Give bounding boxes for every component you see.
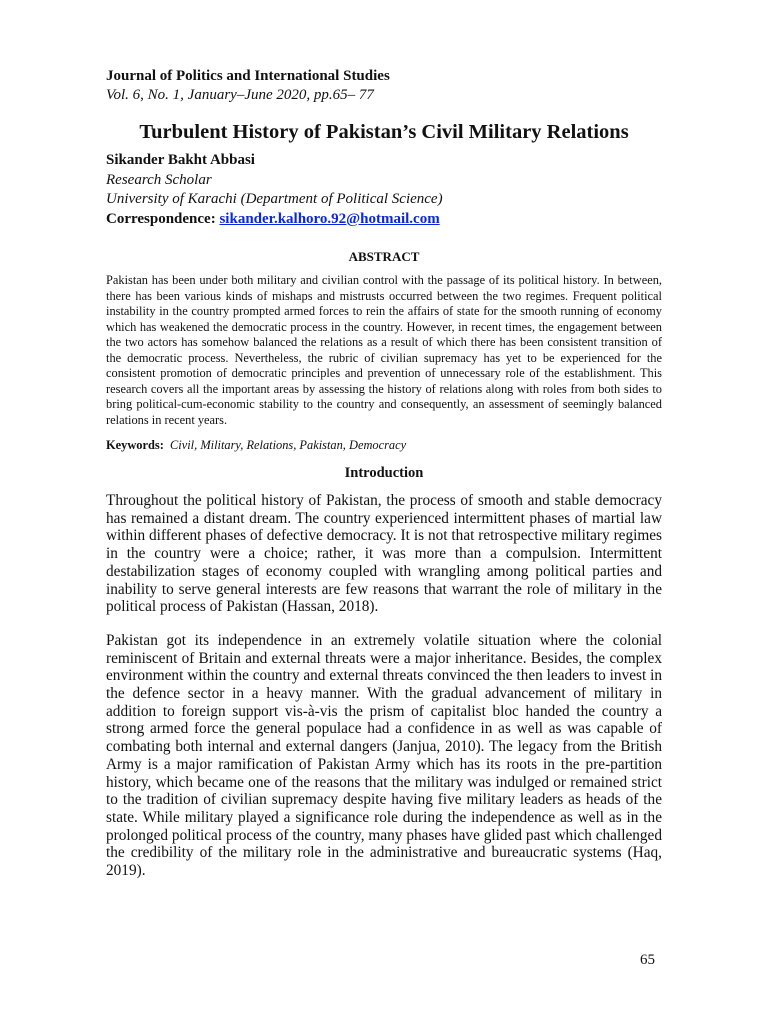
journal-name: Journal of Politics and International Studies (106, 68, 390, 84)
keywords-line (106, 438, 662, 453)
abstract-text: Pakistan has been under both military and civilian control with the passage of its political history. In between, there has been various kinds of mishaps and mistrusts occurred between the two regimes. Frequent political instability in the country prompted armed forces to rein the affairs of state for the smooth running of economy which has weakened the democratic process in the country. However, in recent times, the engagement between the two actors has somehow balanced the relations as a result of which there has been consistent transition of the democratic process. Nevertheless, the rubric of civilian supremacy has yet to be experienced for the consistent promotion of democratic principles and prevention of unnecessary role of the establishment. This research covers all the important areas by assessing the history of relations along with roles from both sides to bring political-cum-economic stability to the country and consequently, an assessment of seemingly balanced relations in recent years. (106, 273, 662, 427)
abstract-heading: ABSTRACT (348, 249, 420, 264)
keywords-label: Keywords: (106, 438, 164, 452)
page-number: 65 (640, 952, 655, 968)
journal-volume-info: Vol. 6, No. 1, January–June 2020, pp.65– 77 (106, 87, 374, 103)
author-name: Sikander Bakht Abbasi (106, 152, 255, 168)
keywords-value: Civil, Military, Relations, Pakistan, Democracy (170, 438, 407, 452)
author-role: Research Scholar (106, 171, 212, 188)
author-block (106, 151, 662, 229)
introduction-heading: Introduction (344, 465, 424, 481)
author-affiliation: University of Karachi (Department of Political Science) (106, 191, 443, 207)
article-title: Turbulent History of Pakistan’s Civil Military Relations (139, 121, 629, 143)
paper-page (106, 67, 662, 896)
correspondence-line (106, 210, 662, 230)
introduction-paragraph: Pakistan got its independence in an extremely volatile situation where the colonial reminiscent of Britain and external threats were a major inheritance. Besides, the complex environment within the country and external threats convinced the then leaders to invest in the defence sector in a heavy manner. With the gradual advancement of military in addition to foreign support vis-à-vis the prism of capitalist bloc handed the country a strong armed force the general populace had a confidence in as well as was capable of combating both internal and external dangers (Janjua, 2010). The legacy from the British Army is a major ramification of Pakistan Army which has its roots in the pre-partition history, which became one of the reasons that the military was indulged or remained strict to the tradition of civilian supremacy despite having five military leaders as heads of the state. While military played a significance role during the independence as well as in the prolonged political process of the country, many phases have glided past which challenged the credibility of the military role in the administrative and bureaucratic systems (Haq, 2019). (106, 631, 662, 880)
introduction-paragraph: Throughout the political history of Pakistan, the process of smooth and stable democracy has remained a distant dream. The country experienced intermittent phases of martial law within different phases of defective democracy. It is not that retrospective military regimes in the country were a choice; rather, it was more than a compulsion. Intermittent destabilization stages of economy coupled with wrangling among political parties and inability to serve general interests are few reasons that warrant the role of military in the political process of Pakistan (Hassan, 2018). (106, 492, 662, 616)
correspondence-email-link[interactable]: sikander.kalhoro.92@hotmail.com (219, 210, 440, 227)
correspondence-label: Correspondence: (106, 210, 216, 227)
